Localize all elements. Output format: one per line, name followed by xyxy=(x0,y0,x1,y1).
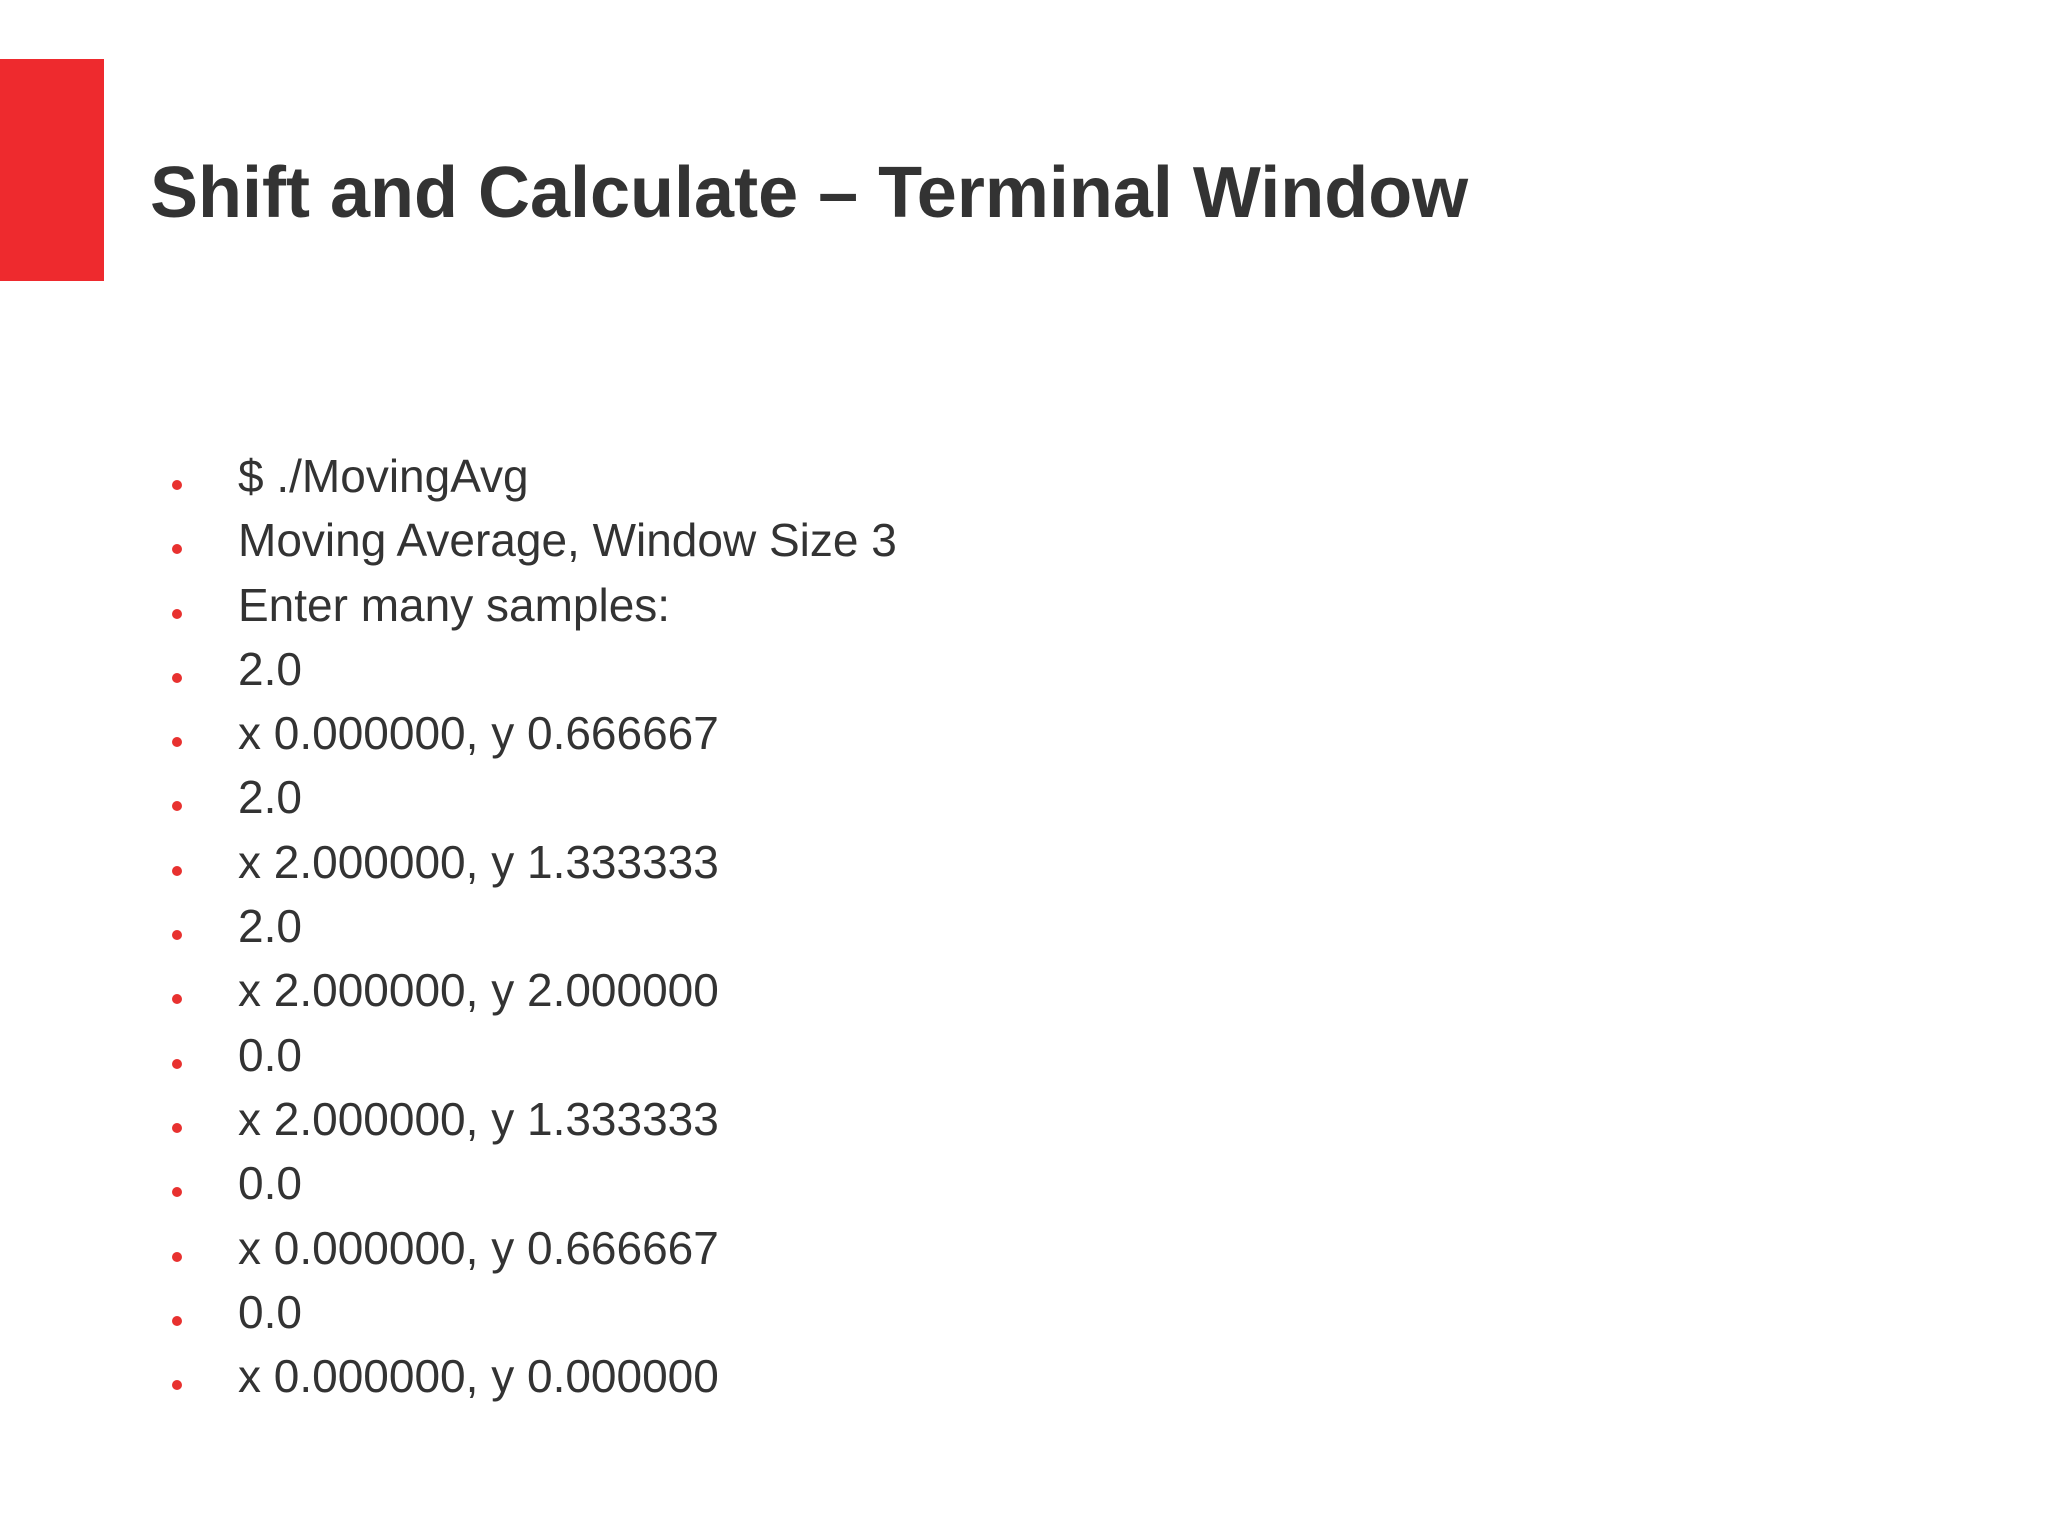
list-item xyxy=(166,765,897,829)
list-item-text: x 2.000000, y 1.333333 xyxy=(238,835,719,888)
list-item-text: 0.0 xyxy=(238,1157,302,1210)
list-item xyxy=(166,701,897,765)
bullet-list xyxy=(166,444,897,1408)
list-item-text: x 2.000000, y 2.000000 xyxy=(238,964,719,1017)
list-item xyxy=(166,1087,897,1151)
list-item-text: 2.0 xyxy=(238,771,302,824)
accent-bar xyxy=(0,59,104,281)
list-item-text: x 2.000000, y 1.333333 xyxy=(238,1092,719,1145)
list-item-text: 0.0 xyxy=(238,1285,302,1338)
list-item xyxy=(166,1344,897,1408)
bullet-dot-icon xyxy=(172,930,182,940)
list-item xyxy=(166,894,897,958)
bullet-dot-icon xyxy=(172,866,182,876)
list-item-text: Moving Average, Window Size 3 xyxy=(238,514,897,567)
list-item-text: x 0.000000, y 0.666667 xyxy=(238,1221,719,1274)
list-item-text: x 0.000000, y 0.666667 xyxy=(238,707,719,760)
bullet-dot-icon xyxy=(172,1059,182,1069)
list-item xyxy=(166,830,897,894)
bullet-dot-icon xyxy=(172,1187,182,1197)
list-item-text: x 0.000000, y 0.000000 xyxy=(238,1350,719,1403)
list-item-text: 0.0 xyxy=(238,1028,302,1081)
bullet-dot-icon xyxy=(172,609,182,619)
bullet-dot-icon xyxy=(172,737,182,747)
bullet-dot-icon xyxy=(172,994,182,1004)
list-item-text: Enter many samples: xyxy=(238,578,671,631)
slide-title: Shift and Calculate – Terminal Window xyxy=(150,153,1469,233)
list-item-text: $ ./MovingAvg xyxy=(238,450,529,502)
bullet-dot-icon xyxy=(172,1123,182,1133)
bullet-dot-icon xyxy=(172,544,182,554)
bullet-dot-icon xyxy=(172,673,182,683)
list-item-text: 2.0 xyxy=(238,642,302,695)
list-item xyxy=(166,958,897,1022)
list-item xyxy=(166,508,897,572)
bullet-dot-icon xyxy=(172,1316,182,1326)
list-item xyxy=(166,637,897,701)
list-item xyxy=(166,444,897,508)
bullet-dot-icon xyxy=(172,801,182,811)
list-item xyxy=(166,1216,897,1280)
bullet-dot-icon xyxy=(172,1252,182,1262)
list-item xyxy=(166,573,897,637)
list-item xyxy=(166,1280,897,1344)
list-item xyxy=(166,1151,897,1215)
bullet-dot-icon xyxy=(172,1380,182,1390)
list-item xyxy=(166,1023,897,1087)
bullet-dot-icon xyxy=(172,480,182,490)
list-item-text: 2.0 xyxy=(238,900,302,953)
